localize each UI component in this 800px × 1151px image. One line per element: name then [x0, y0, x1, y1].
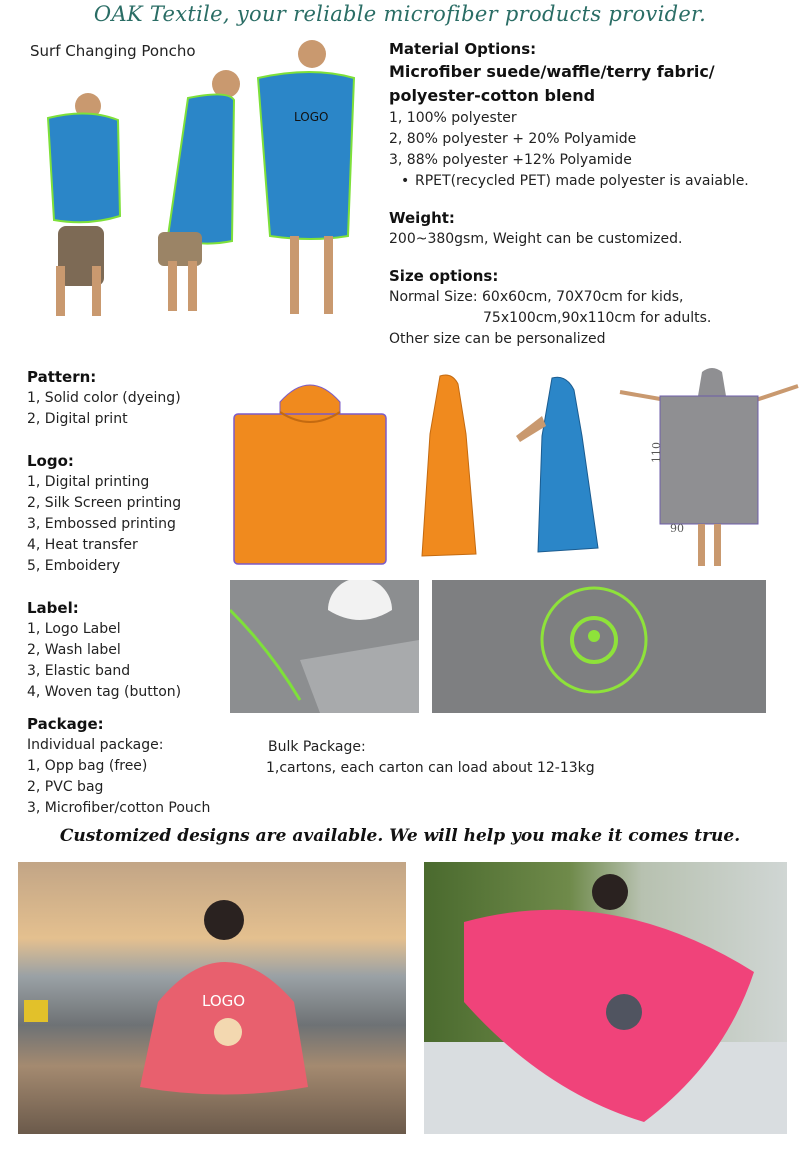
beach-child-photo [18, 862, 406, 1134]
models-photo [18, 36, 368, 326]
logo-section [27, 450, 181, 577]
size-line: 75x100cm,90x110cm for adults. [483, 310, 712, 326]
logo-item: 4, Heat transfer [27, 537, 138, 553]
material-subtitle-1: Microfiber suede/waffle/terry fabric/ [389, 62, 715, 81]
label-item: 2, Wash label [27, 642, 121, 658]
material-item: 3, 88% polyester +12% Polyamide [389, 152, 632, 168]
logo-mark-model: LOGO [294, 110, 329, 124]
logo-item: 3, Embossed printing [27, 516, 176, 532]
logo-item: 1, Digital printing [27, 474, 150, 490]
grey-poncho-dimension-photo [616, 366, 800, 572]
pattern-title: Pattern: [27, 368, 97, 386]
material-bullet: • RPET(recycled PET) made polyester is avaiable. [389, 171, 794, 192]
package-individual-title: Individual package: [27, 737, 164, 753]
size-line: Normal Size: 60x60cm, 70X70cm for kids, [389, 289, 684, 305]
dimension-height-label: 110 [650, 442, 663, 463]
logo-mark-child: LOGO [202, 992, 246, 1010]
embroidered-logo-closeup-photo [432, 580, 766, 713]
weight-text: 200~380gsm, Weight can be customized. [389, 231, 683, 247]
pattern-item: 2, Digital print [27, 411, 128, 427]
material-title: Material Options: [389, 40, 537, 58]
dimension-width-label: 90 [670, 522, 684, 535]
orange-poncho-worn-photo [418, 374, 480, 560]
label-title: Label: [27, 599, 79, 617]
size-line: Other size can be personalized [389, 331, 606, 347]
package-individual-item: 1, Opp bag (free) [27, 758, 148, 774]
indoor-child-photo [424, 862, 787, 1134]
material-section [389, 38, 794, 350]
material-item: 1, 100% polyester [389, 110, 517, 126]
package-bulk-item: 1,cartons, each carton can load about 12-13kg [266, 760, 595, 776]
label-item: 4, Woven tag (button) [27, 684, 182, 700]
headline: OAK Textile, your reliable microfiber products provider. [93, 2, 707, 26]
pattern-item: 1, Solid color (dyeing) [27, 390, 181, 406]
label-item: 1, Logo Label [27, 621, 121, 637]
package-individual-item: 3, Microfiber/cotton Pouch [27, 800, 211, 816]
logo-item: 5, Emboidery [27, 558, 121, 574]
package-section [27, 713, 210, 819]
weight-title: Weight: [389, 209, 455, 227]
package-bulk [268, 737, 595, 779]
logo-title: Logo: [27, 452, 74, 470]
package-individual-item: 2, PVC bag [27, 779, 104, 795]
fabric-edge-closeup-photo [230, 580, 419, 713]
size-title: Size options: [389, 267, 499, 285]
material-subtitle-2: polyester-cotton blend [389, 86, 596, 105]
models-illustration [18, 36, 368, 326]
package-bulk-title: Bulk Package: [268, 739, 366, 755]
logo-item: 2, Silk Screen printing [27, 495, 182, 511]
orange-poncho-flat-photo [228, 372, 392, 568]
pattern-section [27, 366, 181, 430]
material-item: 2, 80% polyester + 20% Polyamide [389, 131, 637, 147]
package-title: Package: [27, 715, 104, 733]
blue-poncho-worn-photo [512, 376, 604, 554]
photo-caption: Surf Changing Poncho [30, 42, 196, 60]
tagline: Customized designs are available. We will help you make it comes true. [59, 826, 741, 846]
label-item: 3, Elastic band [27, 663, 131, 679]
label-section [27, 597, 181, 703]
